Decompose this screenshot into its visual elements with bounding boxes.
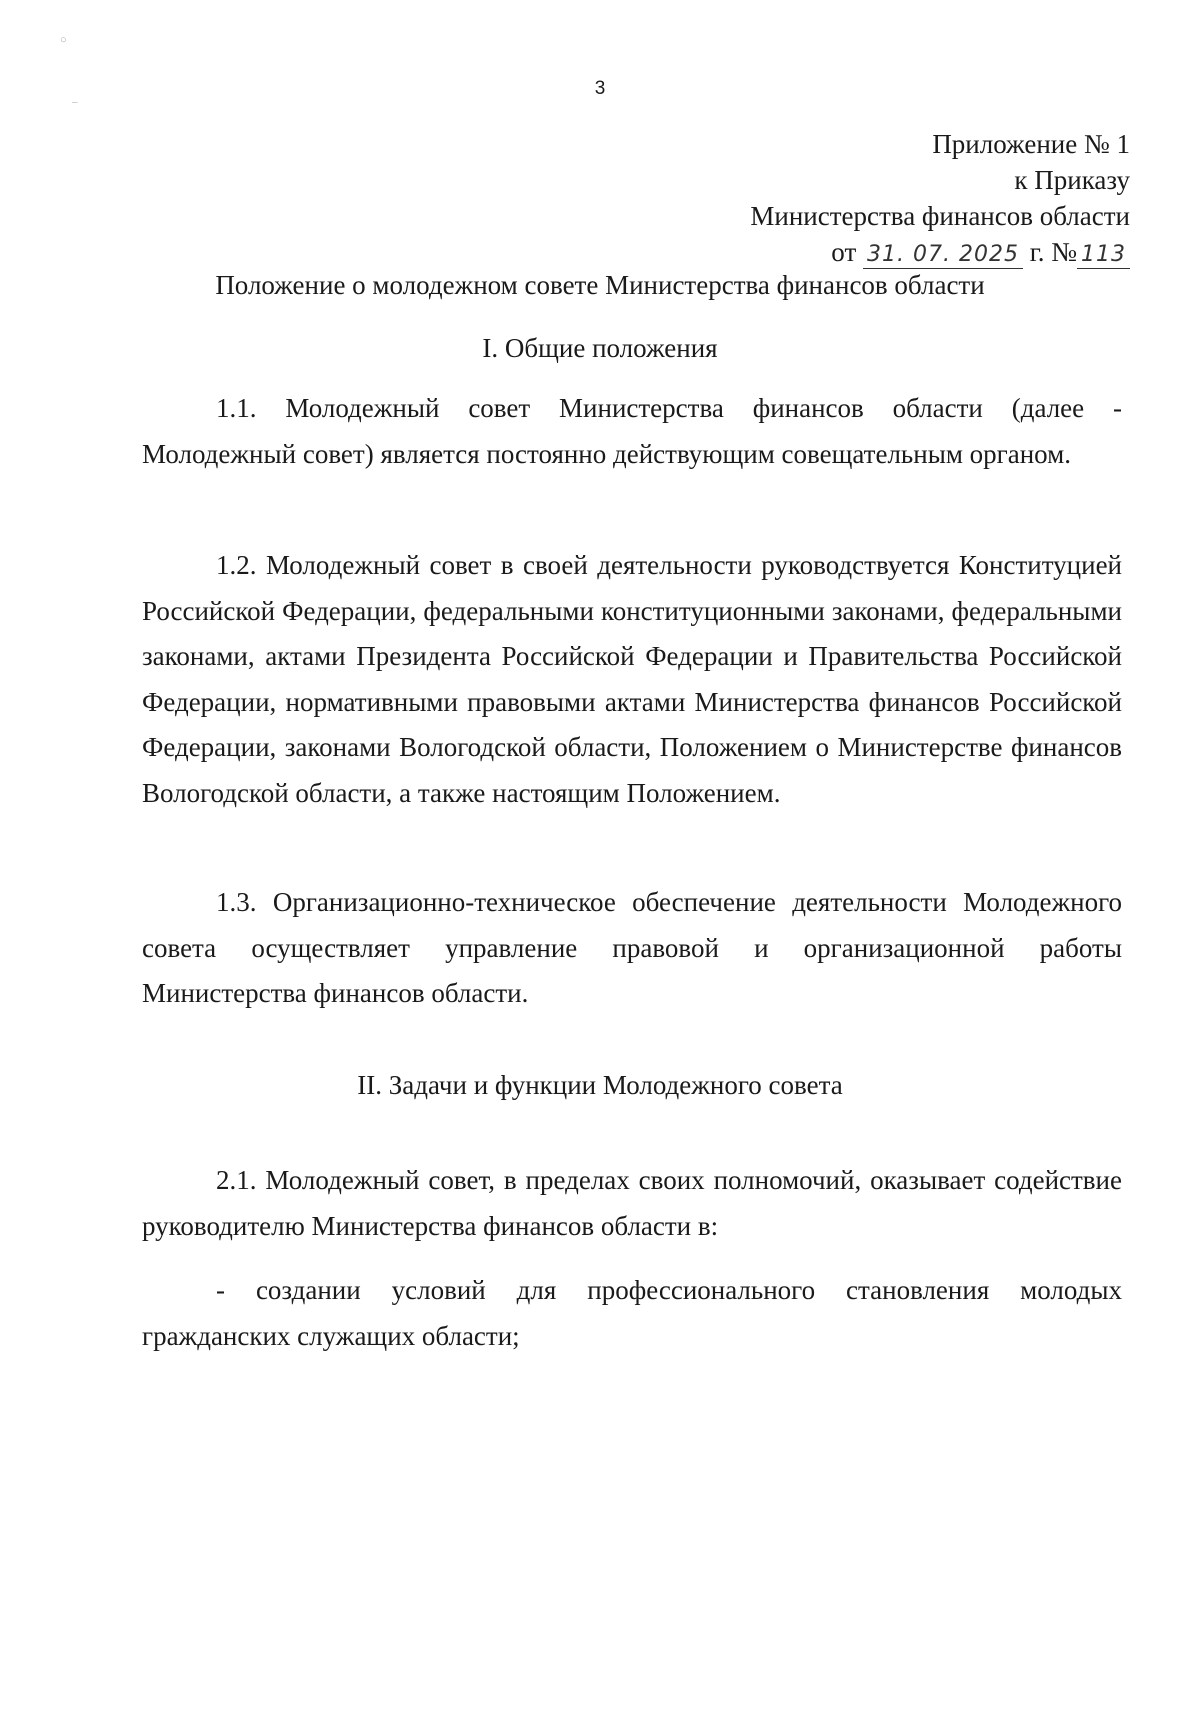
appendix-line: Министерства финансов области xyxy=(750,201,1130,231)
section-heading: II. Задачи и функции Молодежного совета xyxy=(357,1070,843,1100)
appendix-block xyxy=(750,126,1130,270)
scan-mark: ○ xyxy=(60,34,67,46)
scan-mark: ‒ xyxy=(72,96,78,108)
list-item: - создании условий для профессионального становления молодых гражданских служащих области; xyxy=(142,1275,1122,1351)
document-title: Положение о молодежном совете Министерства финансов области xyxy=(215,270,985,300)
handwritten-date: 31. 07. 2025 xyxy=(863,242,1023,269)
section-heading: I. Общие положения xyxy=(482,333,718,363)
paragraph: 1.2. Молодежный совет в своей деятельности руководствуется Конституцией Российской Федерации, федеральными конституционными законами, федеральными законами, актами Президента Российской Федерации и Правительства Российской Федерации, нормативными правовыми актами Министерства финансов Российской Федерации, законами Вологодской области, Положением о Министерстве финансов Вологодской области, а также настоящим Положением. xyxy=(142,550,1122,808)
page-number: 3 xyxy=(594,78,606,99)
paragraph: 1.3. Организационно-техническое обеспечение деятельности Молодежного совета осуществляет управление правовой и организационной работы Министерства финансов области. xyxy=(142,887,1122,1008)
handwritten-order-number: 113 xyxy=(1077,242,1130,269)
date-prefix: от xyxy=(831,237,857,267)
paragraph: 2.1. Молодежный совет, в пределах своих полномочий, оказывает содействие руководителю Министерства финансов области в: xyxy=(142,1165,1122,1241)
appendix-line: к Приказу xyxy=(1014,165,1130,195)
date-suffix: г. № xyxy=(1029,237,1077,267)
appendix-line: Приложение № 1 xyxy=(932,129,1130,159)
appendix-date-line xyxy=(750,234,1130,270)
paragraph: 1.1. Молодежный совет Министерства финансов области (далее - Молодежный совет) является постоянно действующим совещательным органом. xyxy=(142,393,1122,469)
